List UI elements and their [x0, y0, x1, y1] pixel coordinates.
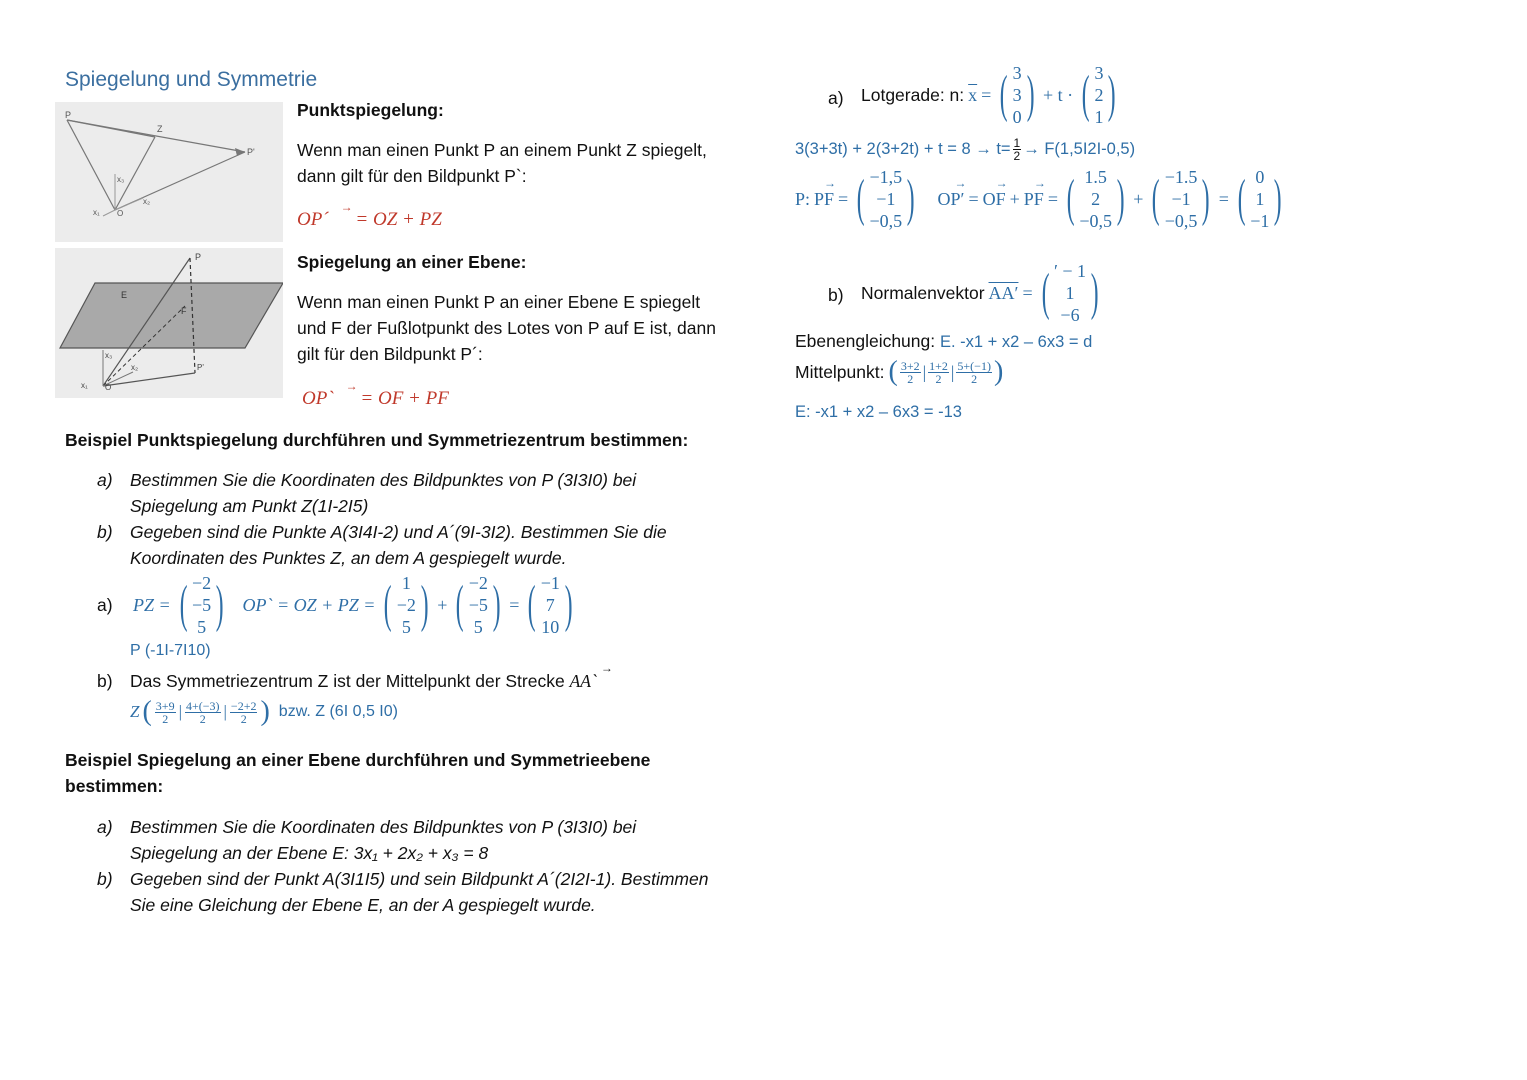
right-a-label: a) [828, 88, 844, 108]
point-reflection-formula [297, 207, 442, 233]
point-reflection-text-1: Wenn man einen Punkt P an einem Punkt Z spiegelt, [297, 140, 707, 160]
point-reflection-heading: Punktspiegelung: [297, 100, 444, 120]
plane-reflection-heading: Spiegelung an einer Ebene: [297, 252, 527, 272]
plane-equation: E. -x1 + x2 – 6x3 = d [940, 333, 1093, 351]
fig2-label-e: E [121, 290, 128, 300]
fig1-label-z: Z [157, 124, 163, 134]
example2-a-line2: Spiegelung an der Ebene E: 3x₁ + 2x₂ + x₃ = 8 [130, 843, 489, 863]
fig2-label-x3: x₃ [105, 351, 113, 360]
example2-a-line1: Bestimmen Sie die Koordinaten des Bildpunktes von P (3I3I0) bei [130, 817, 637, 837]
example2-a-label: a) [97, 817, 113, 837]
lotgerade-label: Lotgerade: n: [861, 84, 965, 105]
example1-b-label: b) [97, 522, 113, 542]
example2-heading-1: Beispiel Spiegelung an einer Ebene durchführen und Symmetrieebene [65, 750, 651, 770]
example1-a-line1: Bestimmen Sie die Koordinaten des Bildpunktes von P (3I3I0) bei [130, 470, 637, 490]
formula-oz-pz: = OZ + PZ [355, 209, 442, 230]
pf-label: P: [795, 188, 811, 209]
plane-reflection-figure [55, 248, 283, 398]
solution1-b-text [130, 668, 611, 694]
midpoint-line: Mittelpunkt: ( $\frac{3+2}{2}$ | $\frac{1+2}{2}$ | $\frac{5+(-1)}{2}$ ) [795, 356, 1004, 387]
fig1-label-p-prime: P' [247, 147, 255, 157]
fig2-label-x1: x₁ [81, 381, 88, 390]
solution1-a-label: a) [97, 595, 113, 615]
fig1-label-x2: x₂ [143, 197, 151, 206]
fig2-label-o: O [105, 383, 112, 392]
right-b-label: b) [828, 285, 844, 305]
plane-reflection-text-3: gilt für den Bildpunkt P´: [297, 344, 483, 364]
example2-b-line1: Gegeben sind der Punkt A(3I1I5) und sein Bildpunkt A´(2I2I-1). Bestimmen [130, 869, 709, 889]
point-reflection-text-2: dann gilt für den Bildpunkt P`: [297, 166, 527, 186]
plane-reflection-text-1: Wenn man einen Punkt P an einer Ebene E spiegelt [297, 292, 701, 312]
normal-vector-label: Normalenvektor [861, 282, 985, 303]
solution1-a-equation: PZ = ( −2 −5 5 ) OP` = OZ + PZ = ( 1 −2 5 ) + ( −2 −5 5 ) = ( −1 7 10 ) [133, 573, 573, 637]
substitution-text: 3(3+3t) + 2(3+2t) + t = 8 → t= [795, 140, 1011, 158]
pf-vector-equation: P: PF → = ( −1,5 −1 −0,5 ) OP′ → = OF → + PF → = ( 1.5 2 −0,5 ) + ( −1.5 −1 −0,5 ) = ( 0 1 −1 ) [795, 166, 1287, 232]
segment-aa: AA` → [570, 668, 611, 694]
formula-of-pf: = OF + PF [360, 388, 449, 409]
plane-reflection-formula [302, 386, 449, 412]
fig1-label-p: P [65, 110, 72, 120]
solution1-b-result: bzw. Z (6I 0,5 I0) [278, 703, 398, 720]
final-plane-equation: E: -x1 + x2 – 6x3 = -13 [795, 403, 962, 421]
midpoint-label: Mittelpunkt: [795, 361, 885, 382]
plane-equation-label: Ebenengleichung: [795, 331, 936, 351]
fig2-label-f: F [181, 306, 187, 316]
footpoint-result: → F(1,5I2I-0,5) [1023, 140, 1136, 158]
point-reflection-figure [55, 102, 283, 242]
normal-vector-equation: Normalenvektor AA′ = ( ′ − 1 1 −6 ) [861, 261, 1099, 325]
example1-heading: Beispiel Punktspiegelung durchführen und Symmetriezentrum bestimmen: [65, 430, 689, 450]
example2-b-line2: Sie eine Gleichung der Ebene E, an der A gespiegelt wurde. [130, 895, 596, 915]
formula-op-prime: OP´ → [297, 207, 351, 233]
fig2-label-p-prime: P' [197, 363, 204, 372]
fig1-label-x3: x₃ [117, 175, 125, 184]
solution1-b-sentence: Das Symmetriezentrum Z ist der Mittelpunkt der Strecke [130, 671, 565, 691]
lotgerade-equation: Lotgerade: n: $\overline{x}$ = ( 3 3 0 ) + t · ( 3 2 1 ) [861, 63, 1117, 127]
example1-b-line1: Gegeben sind die Punkte A(3I4I-2) und A´(9I-3I2). Bestimmen Sie die [130, 522, 667, 542]
example2-b-label: b) [97, 869, 113, 889]
plane-reflection-text-2: und F der Fußlotpunkt des Lotes von P auf E ist, dann [297, 318, 716, 338]
solution1-b-midpoint: Z ( $\frac{3+9}{2}$ | $\frac{4+(-3)}{2}$ | $\frac{-2+2}{2}$ ) bzw. Z (6I 0,5 I0) [130, 696, 398, 727]
fig1-label-o: O [117, 209, 124, 218]
example2-heading-2: bestimmen: [65, 776, 164, 796]
plane-equation-line [795, 328, 1092, 355]
solution1-a-result: P (-1I-7I10) [130, 642, 211, 659]
fig2-label-p: P [195, 252, 202, 262]
substitution-line: 3(3+3t) + 2(3+2t) + t = 8 → t= $\frac{1}{2}$ → F(1,5I2I-0,5) [795, 135, 1136, 163]
formula-op: OP` → [302, 386, 356, 412]
fig1-label-x1: x₁ [93, 208, 100, 217]
page-title: Spiegelung und Symmetrie [65, 68, 318, 91]
example1-b-line2: Koordinaten des Punktes Z, an dem A gespiegelt wurde. [130, 548, 567, 568]
example1-a-label: a) [97, 470, 113, 490]
example1-a-line2: Spiegelung am Punkt Z(1I-2I5) [130, 496, 369, 516]
solution1-b-label: b) [97, 671, 113, 691]
fig2-label-x2: x₂ [131, 363, 139, 372]
